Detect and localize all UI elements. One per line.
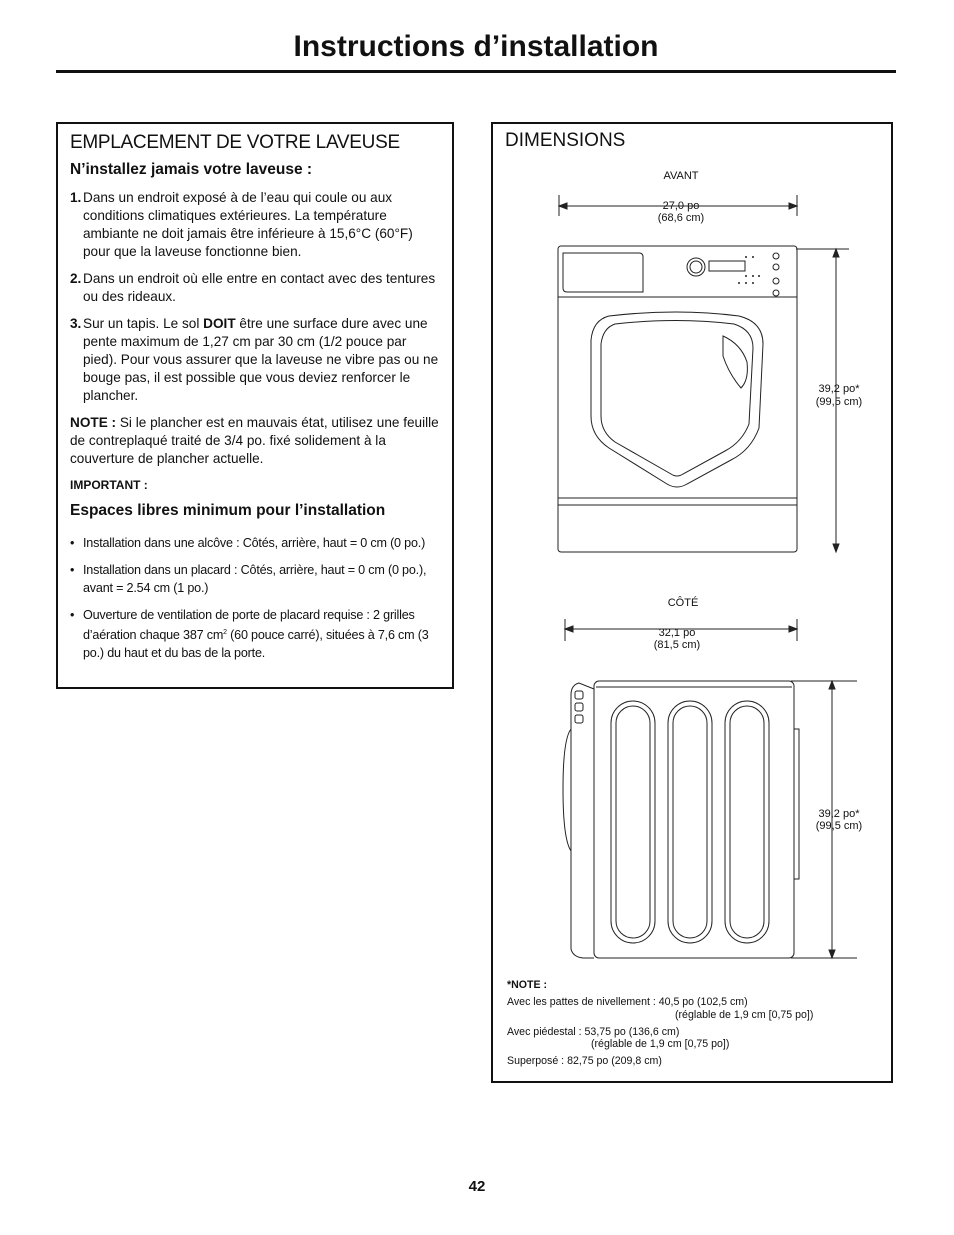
note-pedestal: Avec piédestal : 53,75 po (136,6 cm)	[507, 1026, 680, 1038]
important-label: IMPORTANT :	[70, 478, 148, 492]
side-view-diagram	[491, 619, 893, 979]
side-depth-in: 32,1 po	[658, 627, 696, 639]
item-number: 3.	[70, 316, 82, 331]
clearance-list	[70, 534, 440, 662]
floor-note	[70, 414, 440, 468]
list-item	[70, 534, 440, 552]
side-view-label: CÔTÉ	[667, 597, 699, 609]
dimensions-heading: DIMENSIONS	[505, 130, 626, 151]
note-stacked: Superposé : 82,75 po (209,8 cm)	[507, 1055, 662, 1067]
note-leveling-legs-adjust: (réglable de 1,9 cm [0,75 po])	[675, 1009, 814, 1021]
dimension-note-label: *NOTE :	[507, 979, 548, 991]
front-width-cm: (68,6 cm)	[657, 212, 705, 224]
note-text: Si le plancher est en mauvais état, utilisez une feuille de contreplaqué traité de 3/4 po. fixé solidement à la couverture de plancher actuelle.	[70, 415, 439, 466]
front-view-label: AVANT	[663, 170, 699, 182]
list-item	[70, 606, 440, 662]
front-view-diagram	[491, 122, 893, 562]
page-title: Instructions d’installation	[293, 30, 659, 63]
bullet: •	[70, 563, 75, 577]
list-item	[70, 561, 440, 597]
location-section	[56, 122, 454, 689]
item-number: 1.	[70, 190, 82, 205]
list-item	[70, 270, 440, 306]
front-height-cm: (99,5 cm)	[815, 396, 863, 408]
item-text: Installation dans un placard : Côtés, arrière, haut = 0 cm (0 po.), avant = 2.54 cm (1 po.)	[83, 563, 427, 595]
note-leveling-legs: Avec les pattes de nivellement : 40,5 po (102,5 cm)	[507, 996, 748, 1008]
side-height-cm: (99,5 cm)	[815, 820, 863, 832]
side-depth-cm: (81,5 cm)	[653, 639, 701, 651]
page-number: 42	[468, 1178, 486, 1195]
item-emphasis: DOIT	[203, 316, 236, 331]
item-text: Sur un tapis. Le sol	[83, 316, 204, 331]
item-text: être une surface dure avec une pente maximum de 1,27 cm par 30 cm (1/2 pouce par pied). Pour vous assurer que la laveuse ne vibre pas ou ne bouge pas, il est possible que vous deviez renforcer le plancher.	[83, 316, 439, 403]
item-text: (60 pouce carré), situées à 7,6 cm (3 po.) du haut et du bas de la porte.	[83, 628, 429, 661]
list-item	[70, 189, 440, 261]
item-number: 2.	[70, 271, 82, 286]
front-height-in: 39,2 po*	[818, 383, 860, 395]
location-subheading: N’installez jamais votre laveuse :	[70, 161, 313, 178]
front-width-in: 27,0 po	[662, 200, 700, 212]
side-height-in: 39,2 po*	[818, 808, 860, 820]
superscript: 2	[223, 629, 227, 636]
title-divider	[56, 70, 896, 73]
note-label: NOTE :	[70, 415, 117, 430]
bullet: •	[70, 536, 75, 550]
item-text: Installation dans une alcôve : Côtés, arrière, haut = 0 cm (0 po.)	[83, 536, 426, 550]
location-heading: EMPLACEMENT DE VOTRE LAVEUSE	[70, 132, 400, 153]
location-list	[70, 189, 440, 405]
item-text: Dans un endroit exposé à de l’eau qui coule ou aux conditions climatiques extérieures. La température ambiante ne doit jamais être inférieure à 15,6°C (60°F) pour que la laveuse fonctionne bien.	[83, 190, 413, 259]
list-item	[70, 315, 440, 405]
bullet: •	[70, 608, 75, 622]
item-text: Ouverture de ventilation de porte de placard requise : 2 grilles d’aération chaque 387 cm	[83, 608, 415, 643]
item-text: Dans un endroit où elle entre en contact avec des tentures ou des rideaux.	[83, 271, 436, 304]
dimensions-section	[491, 122, 893, 1083]
clearance-heading: Espaces libres minimum pour l’installation	[70, 502, 386, 519]
note-pedestal-adjust: (réglable de 1,9 cm [0,75 po])	[591, 1038, 730, 1050]
